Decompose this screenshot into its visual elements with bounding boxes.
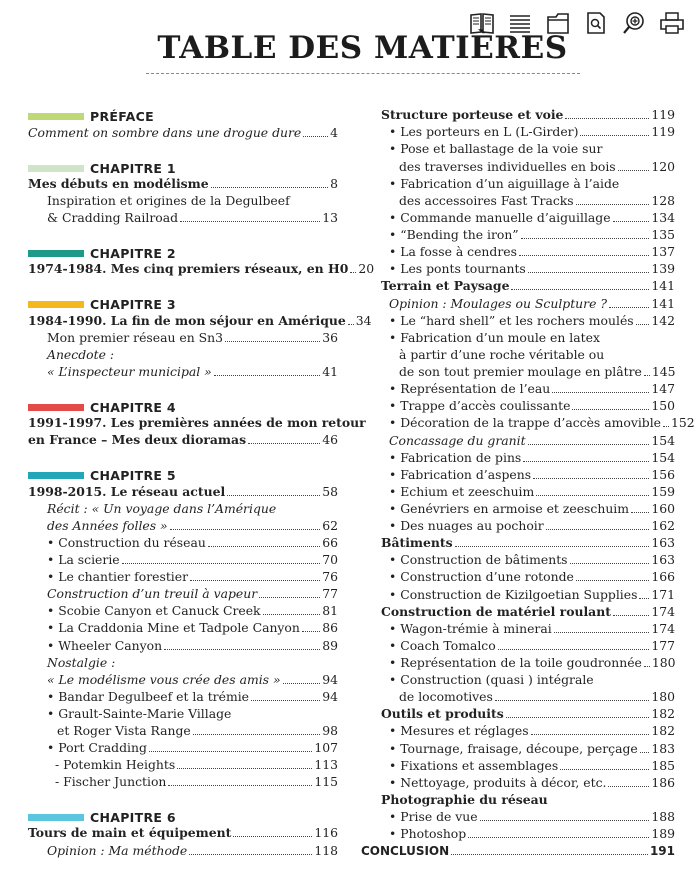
dot-leader <box>350 272 356 273</box>
toc-entry[interactable] <box>389 621 675 637</box>
page-number: 154 <box>651 433 675 448</box>
page-number: 46 <box>322 432 338 447</box>
toc-entry-title: Opinion : Ma méthode <box>47 843 188 858</box>
toc-entry[interactable] <box>47 603 338 619</box>
chapter-label: CHAPITRE 4 <box>90 399 176 415</box>
page-number: 116 <box>314 825 338 840</box>
toc-entry[interactable] <box>47 586 338 602</box>
toc-entry-title: « L’inspecteur municipal » <box>47 364 212 379</box>
toc-entry-title: • Scobie Canyon et Canuck Creek <box>47 603 261 618</box>
toc-entry-title: CONCLUSION <box>361 844 450 858</box>
page-number: 159 <box>651 484 675 499</box>
page-number: 141 <box>651 278 675 293</box>
dot-leader <box>233 836 312 837</box>
dot-leader <box>495 700 649 701</box>
toc-entry[interactable] <box>389 433 675 449</box>
page-title: TABLE DES MATIÈRES <box>157 30 568 66</box>
dot-leader <box>251 700 320 701</box>
toc-entry[interactable] <box>389 569 675 585</box>
dot-leader <box>554 632 650 633</box>
toc-entry[interactable] <box>389 638 675 654</box>
toc-entry-title: Construction d’un treuil à vapeur <box>47 586 258 601</box>
toc-entry-title: Récit : « Un voyage dans l’Amérique <box>47 501 277 516</box>
toc-entry[interactable] <box>399 193 675 209</box>
chapter-heading <box>28 467 338 483</box>
toc-entry-title: • Construction du réseau <box>47 535 206 550</box>
toc-entry[interactable] <box>389 775 675 791</box>
toc-entry-title: des accessoires Fast Tracks <box>399 193 574 208</box>
dot-leader <box>168 785 312 786</box>
toc-entry-title: • La scierie <box>47 552 120 567</box>
dot-leader <box>644 375 650 376</box>
page-number: 150 <box>651 398 675 413</box>
dot-leader <box>531 734 650 735</box>
dot-leader <box>180 221 320 222</box>
dot-leader <box>519 255 649 256</box>
dot-leader <box>511 289 649 290</box>
toc-entry-title: • Les porteurs en L (L-Girder) <box>389 124 579 139</box>
toc-entry-title: • “Bending the iron” <box>389 227 519 242</box>
dot-leader <box>348 324 354 325</box>
page-number: 160 <box>651 501 675 516</box>
page-number: 34 <box>355 313 372 328</box>
dot-leader <box>631 512 649 513</box>
toc-entry-title: 1984-1990. La fin de mon séjour en Amérique <box>28 313 346 328</box>
toc-entry[interactable] <box>47 330 338 346</box>
page-number: 147 <box>651 381 675 396</box>
chapter-heading <box>28 399 338 415</box>
toc-entry-title: Inspiration et origines de la Degulbeef <box>47 193 290 208</box>
toc-entry[interactable] <box>389 261 675 277</box>
toc-entry-title: de locomotives <box>399 689 493 704</box>
toc-entry[interactable] <box>389 296 675 312</box>
page-number: 76 <box>322 569 338 584</box>
page-number: 120 <box>651 159 675 174</box>
dot-leader <box>572 409 649 410</box>
dot-leader <box>190 580 320 581</box>
toc-entry-title: • Mesures et réglages <box>389 723 529 738</box>
toc-entry-title: • Fabrication d’un moule en latex <box>389 330 600 345</box>
dot-leader <box>521 238 650 239</box>
page-number: 134 <box>651 210 675 225</box>
toc-entry-title: Construction de matériel roulant <box>381 604 611 619</box>
toc-entry-title: • Echium et zeeschuim <box>389 484 535 499</box>
dot-leader <box>149 751 312 752</box>
toc-entry-title: des traverses individuelles en bois <box>399 159 616 174</box>
toc-entry-title: - Potemkin Heights <box>55 757 176 772</box>
toc-entry-title: Mes débuts en modélisme <box>28 176 209 191</box>
dot-leader <box>565 118 649 119</box>
page-number: 141 <box>651 296 675 311</box>
toc-entry-title: Terrain et Paysage <box>381 278 510 293</box>
toc-entry-title: • Le “hard shell” et les rochers moulés <box>389 313 634 328</box>
toc-entry-title: • Wagon-trémie à minerai <box>389 621 552 636</box>
toc-entry-title: • La fosse à cendres <box>389 244 517 259</box>
toc-entry-title: • Les ponts tournants <box>389 261 526 276</box>
toc-entry[interactable] <box>389 244 675 260</box>
page-number: 98 <box>322 723 338 738</box>
page-number: 119 <box>651 124 675 139</box>
toc-entry[interactable] <box>47 706 338 722</box>
toc-entry-title: • La Craddonia Mine et Tadpole Canyon <box>47 620 300 635</box>
toc-entry[interactable] <box>389 826 675 842</box>
toc-entry[interactable] <box>47 535 338 551</box>
dot-leader <box>248 443 320 444</box>
page-number: 8 <box>330 176 338 191</box>
toc-entry-title: Comment on sombre dans une drogue dure <box>28 125 302 140</box>
page-number: 119 <box>651 107 675 122</box>
page-number: 152 <box>671 415 695 430</box>
toc-entry[interactable] <box>389 227 675 243</box>
dot-leader <box>609 307 649 308</box>
toc-entry-title: • Représentation de l’eau <box>389 381 551 396</box>
page-number: 183 <box>651 741 675 756</box>
dot-leader <box>302 631 320 632</box>
page-number: 186 <box>651 775 675 790</box>
page-number: 189 <box>651 826 675 841</box>
dot-leader <box>528 272 650 273</box>
chapter-color-bar <box>28 113 84 120</box>
toc-entry[interactable] <box>389 741 675 757</box>
toc-entry[interactable] <box>55 757 338 773</box>
toc-entry[interactable] <box>47 620 338 636</box>
toc-entry[interactable] <box>361 843 675 859</box>
chapter-label: CHAPITRE 3 <box>90 296 176 312</box>
toc-entry[interactable] <box>389 141 675 157</box>
chapter-heading <box>28 245 338 261</box>
toc-entry-title: • Construction d’une rotonde <box>389 569 574 584</box>
chapter-color-bar <box>28 165 84 172</box>
toc-entry[interactable] <box>381 706 675 722</box>
toc-entry[interactable] <box>47 347 338 363</box>
dot-leader <box>523 461 649 462</box>
page-number: 135 <box>651 227 675 242</box>
dot-leader <box>608 786 649 787</box>
toc-entry-title: • Bandar Degulbeef et la trémie <box>47 689 249 704</box>
dot-leader <box>576 204 650 205</box>
chapter-heading <box>28 160 338 176</box>
dot-leader <box>170 529 321 530</box>
toc-entry[interactable] <box>47 843 338 859</box>
toc-entry-title: de son tout premier moulage en plâtre <box>399 364 642 379</box>
toc-entry[interactable] <box>55 774 338 790</box>
toc-entry-title: Concassage du granit <box>389 433 526 448</box>
toc-entry[interactable] <box>47 689 338 705</box>
dot-leader <box>283 683 321 684</box>
dot-leader <box>177 768 312 769</box>
page-number: 77 <box>322 586 338 601</box>
toc-entry[interactable] <box>47 501 338 517</box>
toc-entry[interactable] <box>389 809 675 825</box>
page-number: 180 <box>651 655 676 670</box>
toc-entry-title: & Cradding Railroad <box>47 210 179 225</box>
toc-entry-title: • Des nuages au pochoir <box>389 518 544 533</box>
toc-entry-title: • Fabrication d’aspens <box>389 467 532 482</box>
dot-leader <box>613 221 650 222</box>
dot-leader <box>208 546 320 547</box>
toc-entry-title: • Tournage, fraisage, découpe, perçage <box>389 741 638 756</box>
dot-leader <box>498 649 650 650</box>
toc-entry-title: • Construction de bâtiments <box>389 552 568 567</box>
toc-entry[interactable] <box>381 535 675 551</box>
dot-leader <box>663 426 669 427</box>
page-number: 163 <box>651 552 675 567</box>
page-number: 94 <box>322 672 338 687</box>
toc-entry[interactable] <box>28 261 375 277</box>
toc-entry-title: Outils et produits <box>381 706 504 721</box>
toc-entry-title: • Fixations et assemblages <box>389 758 559 773</box>
dot-leader <box>639 598 649 599</box>
toc-entry-title: • Coach Tomalco <box>389 638 496 653</box>
toc-entry-title: • Fabrication d’un aiguillage à l’aide <box>389 176 620 191</box>
toc-entry-title: en France – Mes deux dioramas <box>28 432 247 447</box>
page-number: 163 <box>651 535 675 550</box>
toc-entry[interactable] <box>47 364 338 380</box>
page-number: 70 <box>322 552 338 567</box>
toc-entry[interactable] <box>381 278 675 294</box>
dot-leader <box>227 495 320 496</box>
toc-entry[interactable] <box>28 432 338 448</box>
toc-entry[interactable] <box>47 569 338 585</box>
toc-entry-title: • Représentation de la toile goudronnée <box>389 655 642 670</box>
toc-entry[interactable] <box>389 381 675 397</box>
toc-entry[interactable] <box>399 364 675 380</box>
toc-entry-title: • Trappe d’accès coulissante <box>389 398 571 413</box>
page-number: 58 <box>322 484 338 499</box>
dot-leader <box>122 563 321 564</box>
page-number: 81 <box>322 603 338 618</box>
toc-entry[interactable] <box>28 484 338 500</box>
toc-entry[interactable] <box>47 210 338 226</box>
page-number: 20 <box>358 261 375 276</box>
toc-entry[interactable] <box>28 825 338 841</box>
page-number: 89 <box>322 638 338 653</box>
chapter-label: CHAPITRE 5 <box>90 467 176 483</box>
toc-entry-title: des Années folles » <box>47 518 168 533</box>
toc-entry[interactable] <box>47 518 338 534</box>
toc-entry[interactable] <box>47 740 338 756</box>
dot-leader <box>618 170 650 171</box>
dot-leader <box>164 649 320 650</box>
toc-entry-title: Mon premier réseau en Sn3 <box>47 330 224 345</box>
page-number: 13 <box>322 210 338 225</box>
toc-entry[interactable] <box>399 159 675 175</box>
toc-entry-title: • Pose et ballastage de la voie sur <box>389 141 603 156</box>
toc-entry-title: Structure porteuse et voie <box>381 107 564 122</box>
toc-entry[interactable] <box>47 672 338 688</box>
toc-entry[interactable] <box>381 792 675 808</box>
toc-entry-title: • Construction (quasi ) intégrale <box>389 672 594 687</box>
toc-entry[interactable] <box>47 552 338 568</box>
dot-leader <box>636 324 650 325</box>
page-number: 137 <box>651 244 675 259</box>
dot-leader <box>580 135 649 136</box>
toc-entry[interactable] <box>389 398 675 414</box>
toc-entry-title: • Commande manuelle d’aiguillage <box>389 210 611 225</box>
chapter-color-bar <box>28 404 84 411</box>
dot-leader <box>528 444 650 445</box>
toc-entry[interactable] <box>28 313 372 329</box>
dot-leader <box>552 392 649 393</box>
toc-entry[interactable] <box>389 672 675 688</box>
toc-entry-title: • Photoshop <box>389 826 467 841</box>
title-divider <box>146 73 580 74</box>
toc-entry[interactable] <box>389 552 675 568</box>
chapter-label: CHAPITRE 2 <box>90 245 176 261</box>
page-number: 113 <box>314 757 338 772</box>
toc-entry[interactable] <box>389 484 675 500</box>
page-number: 174 <box>651 604 675 619</box>
dot-leader <box>506 717 650 718</box>
toc-entry-title: 1998-2015. Le réseau actuel <box>28 484 226 499</box>
toc-entry[interactable] <box>389 587 675 603</box>
toc-entry-title: • Wheeler Canyon <box>47 638 163 653</box>
page-number: 128 <box>651 193 675 208</box>
toc-entry-title: Nostalgie : <box>47 655 116 670</box>
toc-entry[interactable] <box>28 415 366 431</box>
dot-leader <box>303 136 328 137</box>
dot-leader <box>259 597 320 598</box>
toc-entry[interactable] <box>57 723 338 739</box>
dot-leader <box>533 478 649 479</box>
toc-entry-title: Tours de main et équipement <box>28 825 232 840</box>
page-number: 191 <box>649 844 675 858</box>
toc-entry-title: 1974-1984. Mes cinq premiers réseaux, en H0 <box>28 261 349 276</box>
toc-entry[interactable] <box>389 313 675 329</box>
dot-leader <box>613 615 649 616</box>
toc-entry-title: • Décoration de la trappe d’accès amovible <box>389 415 662 430</box>
page-number: 86 <box>322 620 338 635</box>
toc-entry[interactable] <box>389 210 675 226</box>
chapter-color-bar <box>28 472 84 479</box>
toc-entry-title: • Grault-Sainte-Marie Village <box>47 706 232 721</box>
toc-entry[interactable] <box>389 467 675 483</box>
dot-leader <box>536 495 649 496</box>
toc-entry[interactable] <box>389 758 675 774</box>
toc-entry[interactable] <box>47 638 338 654</box>
page-number: 4 <box>330 125 338 140</box>
page-number: 180 <box>651 689 675 704</box>
chapter-heading <box>28 108 338 124</box>
page-number: 162 <box>651 518 675 533</box>
page-number: 139 <box>651 261 675 276</box>
toc-entry-title: • Nettoyage, produits à décor, etc. <box>389 775 607 790</box>
page-number: 188 <box>651 809 675 824</box>
dot-leader <box>225 341 320 342</box>
toc-entry[interactable] <box>389 723 675 739</box>
toc-entry[interactable] <box>389 655 675 671</box>
toc-entry-title: Photographie du réseau <box>381 792 548 807</box>
page-number: 156 <box>651 467 675 482</box>
toc-entry-title: • Genévriers en armoise et zeeschuim <box>389 501 630 516</box>
page-number: 182 <box>651 706 675 721</box>
dot-leader <box>468 837 649 838</box>
dot-leader <box>214 375 320 376</box>
toc-entry-title: Opinion : Moulages ou Sculpture ? <box>389 296 608 311</box>
toc-entry[interactable] <box>47 655 338 671</box>
toc-entry[interactable] <box>389 518 675 534</box>
toc-entry[interactable] <box>389 124 675 140</box>
toc-entry-title: • Construction de Kizilgoetian Supplies <box>389 587 638 602</box>
page-number: 118 <box>314 843 338 858</box>
toc-entry[interactable] <box>389 450 675 466</box>
toc-entry-title: Bâtiments <box>381 535 453 550</box>
toc-entry[interactable] <box>389 501 675 517</box>
chapter-color-bar <box>28 250 84 257</box>
page-number: 66 <box>322 535 338 550</box>
page-number: 107 <box>314 740 338 755</box>
toc-entry[interactable] <box>47 193 338 209</box>
toc-entry[interactable] <box>399 689 675 705</box>
toc-entry-title: 1991-1997. Les premières années de mon retour <box>28 415 366 430</box>
dot-leader <box>644 666 650 667</box>
toc-entry-title: • Prise de vue <box>389 809 478 824</box>
chapter-heading <box>28 296 338 312</box>
chapter-heading <box>28 809 338 825</box>
dot-leader <box>455 546 650 547</box>
toc-entry-title: • Port Cradding <box>47 740 147 755</box>
chapter-label: CHAPITRE 6 <box>90 809 176 825</box>
page-number: 115 <box>314 774 338 789</box>
toc-entry-title: et Roger Vista Range <box>57 723 191 738</box>
toc-entry-title: - Fischer Junction <box>55 774 167 789</box>
dot-leader <box>546 529 650 530</box>
dot-leader <box>640 752 650 753</box>
toc-entry[interactable] <box>28 125 338 141</box>
dot-leader <box>189 854 312 855</box>
chapter-label: PRÉFACE <box>90 108 154 124</box>
toc-entry[interactable] <box>28 176 338 192</box>
chapter-color-bar <box>28 814 84 821</box>
chapter-color-bar <box>28 301 84 308</box>
page-number: 145 <box>651 364 676 379</box>
dot-leader <box>263 614 321 615</box>
page-number: 174 <box>651 621 675 636</box>
dot-leader <box>560 769 649 770</box>
dot-leader <box>211 187 328 188</box>
page-number: 36 <box>322 330 338 345</box>
chapter-label: CHAPITRE 1 <box>90 160 176 176</box>
toc-entry[interactable] <box>389 415 695 431</box>
page-number: 171 <box>651 587 675 602</box>
page-number: 142 <box>651 313 675 328</box>
toc-entry[interactable] <box>399 347 675 363</box>
dot-leader <box>576 580 650 581</box>
toc-entry-title: • Fabrication de pins <box>389 450 522 465</box>
toc-entry[interactable] <box>381 107 675 123</box>
toc-entry-title: « Le modélisme vous crée des amis » <box>47 672 281 687</box>
dot-leader <box>480 820 650 821</box>
page-number: 166 <box>651 569 675 584</box>
page-number: 41 <box>322 364 338 379</box>
page-number: 94 <box>322 689 338 704</box>
toc-entry[interactable] <box>389 176 675 192</box>
dot-leader <box>451 854 648 855</box>
dot-leader <box>570 563 650 564</box>
page-number: 154 <box>651 450 675 465</box>
toc-entry-title: Anecdote : <box>47 347 115 362</box>
toc-entry[interactable] <box>381 604 675 620</box>
toc-entry-title: • Le chantier forestier <box>47 569 189 584</box>
toc-entry[interactable] <box>389 330 675 346</box>
dot-leader <box>193 734 320 735</box>
page-number: 62 <box>322 518 338 533</box>
page-number: 182 <box>651 723 675 738</box>
toc-entry-title: à partir d’une roche véritable ou <box>399 347 605 362</box>
page-number: 177 <box>651 638 675 653</box>
page-number: 185 <box>651 758 675 773</box>
